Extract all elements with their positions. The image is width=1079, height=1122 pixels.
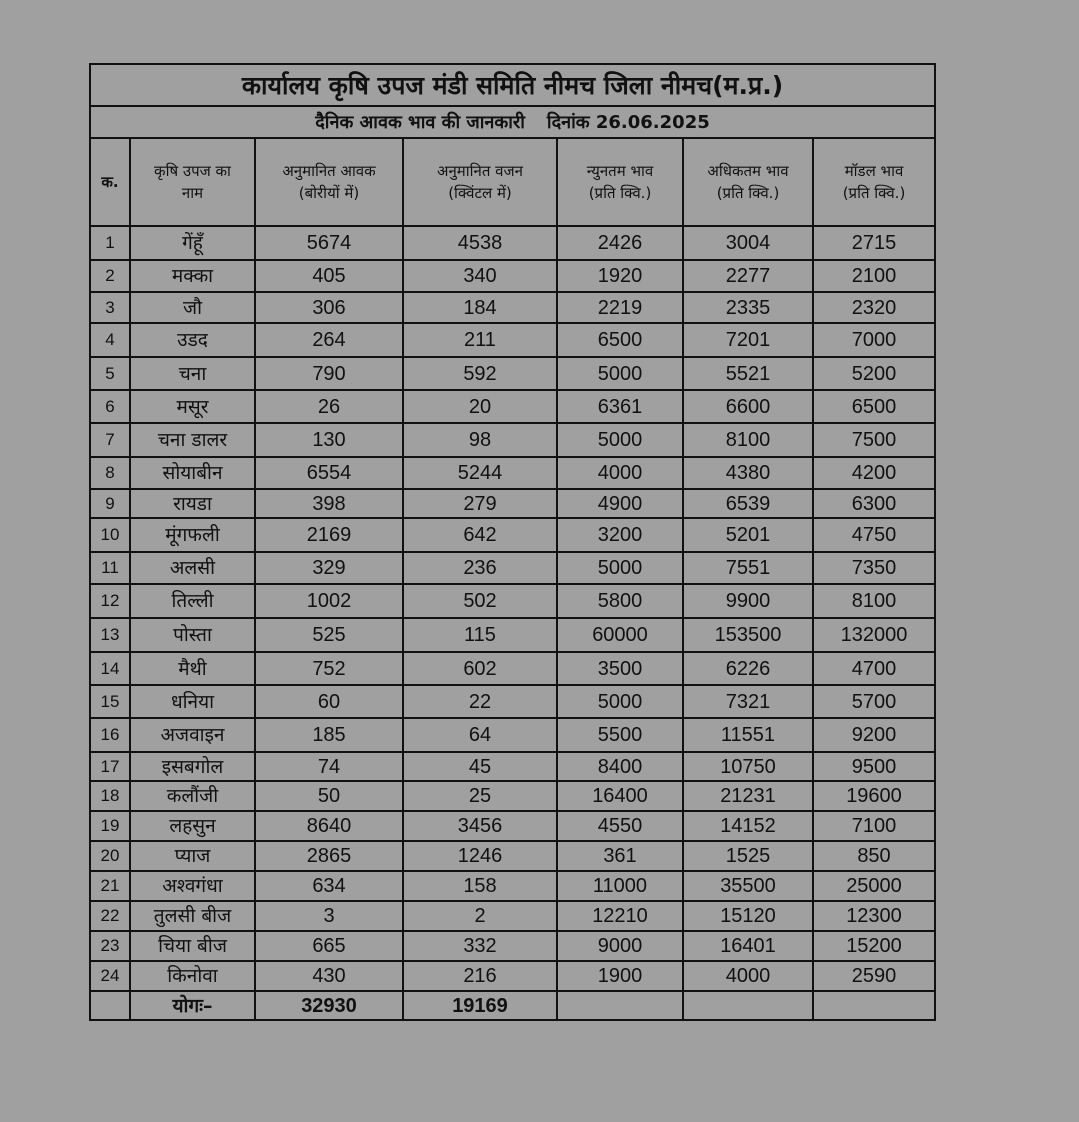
header-estimated-weight (403, 138, 557, 226)
weight-cell: 2 (403, 901, 557, 931)
crop-name-cell: जौ (130, 292, 255, 323)
table-row (90, 718, 935, 752)
table-row (90, 357, 935, 390)
weight-cell: 64 (403, 718, 557, 752)
max-price-cell: 153500 (683, 618, 813, 652)
header-crop-name-line2: नाम (181, 184, 204, 202)
arrival-cell: 60 (255, 685, 403, 718)
table-row (90, 323, 935, 357)
arrival-cell: 306 (255, 292, 403, 323)
min-price-cell: 5000 (557, 552, 683, 584)
serial-cell: 10 (90, 518, 130, 552)
max-price-cell: 1525 (683, 841, 813, 871)
weight-cell: 25 (403, 781, 557, 811)
weight-cell: 211 (403, 323, 557, 357)
header-estimated-weight-line1: अनुमानित वजन (437, 162, 523, 180)
model-price-cell: 4750 (813, 518, 935, 552)
min-price-cell: 4900 (557, 489, 683, 518)
arrival-cell: 2169 (255, 518, 403, 552)
serial-cell: 17 (90, 752, 130, 781)
min-price-cell: 6361 (557, 390, 683, 423)
serial-cell: 18 (90, 781, 130, 811)
serial-cell: 21 (90, 871, 130, 901)
max-price-cell: 5201 (683, 518, 813, 552)
header-serial-line1: क. (101, 173, 119, 191)
crop-name-cell: सोयाबीन (130, 457, 255, 489)
weight-cell: 4538 (403, 226, 557, 260)
min-price-cell: 361 (557, 841, 683, 871)
total-model-price-cell (813, 991, 935, 1020)
crop-name-cell: पोस्ता (130, 618, 255, 652)
crop-name-cell: लहसुन (130, 811, 255, 841)
arrival-cell: 74 (255, 752, 403, 781)
table-row (90, 518, 935, 552)
model-price-cell: 19600 (813, 781, 935, 811)
weight-cell: 236 (403, 552, 557, 584)
max-price-cell: 10750 (683, 752, 813, 781)
weight-cell: 20 (403, 390, 557, 423)
arrival-cell: 790 (255, 357, 403, 390)
report-subtitle (90, 106, 935, 138)
table-row (90, 390, 935, 423)
header-estimated-arrival (255, 138, 403, 226)
weight-cell: 592 (403, 357, 557, 390)
model-price-cell: 6300 (813, 489, 935, 518)
crop-name-cell: रायडा (130, 489, 255, 518)
serial-cell: 5 (90, 357, 130, 390)
weight-cell: 184 (403, 292, 557, 323)
min-price-cell: 2426 (557, 226, 683, 260)
total-row (90, 991, 935, 1020)
serial-cell: 1 (90, 226, 130, 260)
crop-name-cell: गेंहूँ (130, 226, 255, 260)
max-price-cell: 7201 (683, 323, 813, 357)
max-price-cell: 3004 (683, 226, 813, 260)
model-price-cell: 15200 (813, 931, 935, 961)
table-row (90, 931, 935, 961)
weight-cell: 98 (403, 423, 557, 457)
header-estimated-arrival-line2: (बोरीयों में) (298, 184, 360, 202)
office-title: कार्यालय कृषि उपज मंडी समिति नीमच जिला नीमच(म.प्र.) (90, 64, 935, 106)
max-price-cell: 8100 (683, 423, 813, 457)
serial-cell: 19 (90, 811, 130, 841)
serial-cell: 13 (90, 618, 130, 652)
max-price-cell: 35500 (683, 871, 813, 901)
crop-name-cell: कलौंजी (130, 781, 255, 811)
weight-cell: 642 (403, 518, 557, 552)
table-row (90, 226, 935, 260)
serial-cell: 11 (90, 552, 130, 584)
header-crop-name (130, 138, 255, 226)
max-price-cell: 9900 (683, 584, 813, 618)
header-max-price-line2: (प्रति क्वि.) (716, 184, 780, 202)
table-row (90, 781, 935, 811)
weight-cell: 115 (403, 618, 557, 652)
max-price-cell: 6600 (683, 390, 813, 423)
serial-cell: 16 (90, 718, 130, 752)
min-price-cell: 5500 (557, 718, 683, 752)
arrival-cell: 329 (255, 552, 403, 584)
arrival-cell: 430 (255, 961, 403, 991)
weight-cell: 216 (403, 961, 557, 991)
table-row (90, 618, 935, 652)
table-row (90, 584, 935, 618)
min-price-cell: 1920 (557, 260, 683, 292)
arrival-cell: 5674 (255, 226, 403, 260)
header-min-price-line1: न्युनतम भाव (586, 162, 654, 180)
model-price-cell: 2320 (813, 292, 935, 323)
arrival-cell: 3 (255, 901, 403, 931)
max-price-cell: 4380 (683, 457, 813, 489)
model-price-cell: 7350 (813, 552, 935, 584)
header-max-price-line1: अधिकतम भाव (707, 162, 789, 180)
arrival-cell: 634 (255, 871, 403, 901)
crop-name-cell: प्याज (130, 841, 255, 871)
header-model-price-line2: (प्रति क्वि.) (842, 184, 906, 202)
header-model-price-line1: मॉडल भाव (844, 162, 904, 180)
max-price-cell: 11551 (683, 718, 813, 752)
header-min-price-line2: (प्रति क्वि.) (588, 184, 652, 202)
crop-name-cell: मूंगफली (130, 518, 255, 552)
crop-name-cell: चिया बीज (130, 931, 255, 961)
model-price-cell: 7000 (813, 323, 935, 357)
table-row (90, 423, 935, 457)
report-label: दैनिक आवक भाव की जानकारी (315, 112, 525, 133)
min-price-cell: 12210 (557, 901, 683, 931)
header-crop-name-line1: कृषि उपज का (154, 162, 231, 180)
report-date: दिनांक 26.06.2025 (546, 112, 710, 133)
total-crop-name-cell: योगः– (130, 991, 255, 1020)
model-price-cell: 12300 (813, 901, 935, 931)
min-price-cell: 5000 (557, 423, 683, 457)
arrival-cell: 398 (255, 489, 403, 518)
crop-name-cell: चना डालर (130, 423, 255, 457)
serial-cell: 2 (90, 260, 130, 292)
min-price-cell: 6500 (557, 323, 683, 357)
min-price-cell: 4550 (557, 811, 683, 841)
header-estimated-arrival-line1: अनुमानित आवक (282, 162, 376, 180)
min-price-cell: 60000 (557, 618, 683, 652)
serial-cell: 12 (90, 584, 130, 618)
total-min-price-cell (557, 991, 683, 1020)
total-max-price-cell (683, 991, 813, 1020)
max-price-cell: 16401 (683, 931, 813, 961)
crop-name-cell: अजवाइन (130, 718, 255, 752)
serial-cell: 22 (90, 901, 130, 931)
serial-cell: 9 (90, 489, 130, 518)
weight-cell: 45 (403, 752, 557, 781)
table-body (90, 226, 935, 1020)
max-price-cell: 5521 (683, 357, 813, 390)
total-weight-cell: 19169 (403, 991, 557, 1020)
crop-name-cell: मैथी (130, 652, 255, 685)
arrival-cell: 8640 (255, 811, 403, 841)
min-price-cell: 5800 (557, 584, 683, 618)
arrival-cell: 26 (255, 390, 403, 423)
model-price-cell: 2590 (813, 961, 935, 991)
weight-cell: 340 (403, 260, 557, 292)
table-row (90, 260, 935, 292)
model-price-cell: 7100 (813, 811, 935, 841)
min-price-cell: 2219 (557, 292, 683, 323)
serial-cell: 7 (90, 423, 130, 457)
arrival-cell: 1002 (255, 584, 403, 618)
arrival-cell: 185 (255, 718, 403, 752)
header-model-price (813, 138, 935, 226)
header-min-price (557, 138, 683, 226)
arrival-cell: 405 (255, 260, 403, 292)
serial-cell: 6 (90, 390, 130, 423)
crop-name-cell: धनिया (130, 685, 255, 718)
model-price-cell: 9200 (813, 718, 935, 752)
serial-cell: 8 (90, 457, 130, 489)
weight-cell: 3456 (403, 811, 557, 841)
serial-cell: 3 (90, 292, 130, 323)
serial-cell: 15 (90, 685, 130, 718)
header-serial (90, 138, 130, 226)
max-price-cell: 14152 (683, 811, 813, 841)
min-price-cell: 11000 (557, 871, 683, 901)
model-price-cell: 5700 (813, 685, 935, 718)
arrival-cell: 752 (255, 652, 403, 685)
max-price-cell: 6226 (683, 652, 813, 685)
model-price-cell: 2715 (813, 226, 935, 260)
min-price-cell: 8400 (557, 752, 683, 781)
model-price-cell: 25000 (813, 871, 935, 901)
crop-name-cell: तिल्ली (130, 584, 255, 618)
arrival-cell: 2865 (255, 841, 403, 871)
arrival-cell: 665 (255, 931, 403, 961)
model-price-cell: 132000 (813, 618, 935, 652)
mandi-rate-sheet (89, 63, 934, 1021)
crop-name-cell: मक्का (130, 260, 255, 292)
crop-name-cell: अश्वगंधा (130, 871, 255, 901)
arrival-cell: 264 (255, 323, 403, 357)
serial-cell: 24 (90, 961, 130, 991)
table-row (90, 871, 935, 901)
serial-cell: 14 (90, 652, 130, 685)
model-price-cell: 2100 (813, 260, 935, 292)
column-header-row (90, 138, 935, 226)
crop-name-cell: चना (130, 357, 255, 390)
crop-name-cell: तुलसी बीज (130, 901, 255, 931)
crop-name-cell: उडद (130, 323, 255, 357)
max-price-cell: 7321 (683, 685, 813, 718)
min-price-cell: 1900 (557, 961, 683, 991)
weight-cell: 158 (403, 871, 557, 901)
serial-cell: 4 (90, 323, 130, 357)
table-row (90, 961, 935, 991)
crop-name-cell: किनोवा (130, 961, 255, 991)
table-row (90, 685, 935, 718)
model-price-cell: 8100 (813, 584, 935, 618)
model-price-cell: 9500 (813, 752, 935, 781)
header-max-price (683, 138, 813, 226)
weight-cell: 279 (403, 489, 557, 518)
table-row (90, 811, 935, 841)
min-price-cell: 16400 (557, 781, 683, 811)
model-price-cell: 4700 (813, 652, 935, 685)
model-price-cell: 5200 (813, 357, 935, 390)
min-price-cell: 3500 (557, 652, 683, 685)
table-row (90, 652, 935, 685)
serial-cell: 23 (90, 931, 130, 961)
table-row (90, 901, 935, 931)
arrival-cell: 525 (255, 618, 403, 652)
weight-cell: 22 (403, 685, 557, 718)
crop-name-cell: अलसी (130, 552, 255, 584)
total-arrival-cell: 32930 (255, 991, 403, 1020)
min-price-cell: 9000 (557, 931, 683, 961)
arrival-cell: 6554 (255, 457, 403, 489)
max-price-cell: 2335 (683, 292, 813, 323)
model-price-cell: 6500 (813, 390, 935, 423)
crop-name-cell: मसूर (130, 390, 255, 423)
min-price-cell: 5000 (557, 685, 683, 718)
max-price-cell: 6539 (683, 489, 813, 518)
table-row (90, 292, 935, 323)
max-price-cell: 15120 (683, 901, 813, 931)
table-row (90, 489, 935, 518)
rates-table (89, 63, 936, 1021)
table-row (90, 752, 935, 781)
weight-cell: 502 (403, 584, 557, 618)
weight-cell: 5244 (403, 457, 557, 489)
min-price-cell: 4000 (557, 457, 683, 489)
weight-cell: 602 (403, 652, 557, 685)
serial-cell: 20 (90, 841, 130, 871)
crop-name-cell: इसबगोल (130, 752, 255, 781)
arrival-cell: 130 (255, 423, 403, 457)
max-price-cell: 4000 (683, 961, 813, 991)
model-price-cell: 850 (813, 841, 935, 871)
max-price-cell: 2277 (683, 260, 813, 292)
arrival-cell: 50 (255, 781, 403, 811)
model-price-cell: 4200 (813, 457, 935, 489)
header-estimated-weight-line2: (क्विंटल में) (448, 184, 512, 202)
max-price-cell: 21231 (683, 781, 813, 811)
max-price-cell: 7551 (683, 552, 813, 584)
weight-cell: 1246 (403, 841, 557, 871)
total-serial-cell (90, 991, 130, 1020)
table-row (90, 552, 935, 584)
model-price-cell: 7500 (813, 423, 935, 457)
min-price-cell: 3200 (557, 518, 683, 552)
weight-cell: 332 (403, 931, 557, 961)
table-row (90, 841, 935, 871)
min-price-cell: 5000 (557, 357, 683, 390)
table-row (90, 457, 935, 489)
